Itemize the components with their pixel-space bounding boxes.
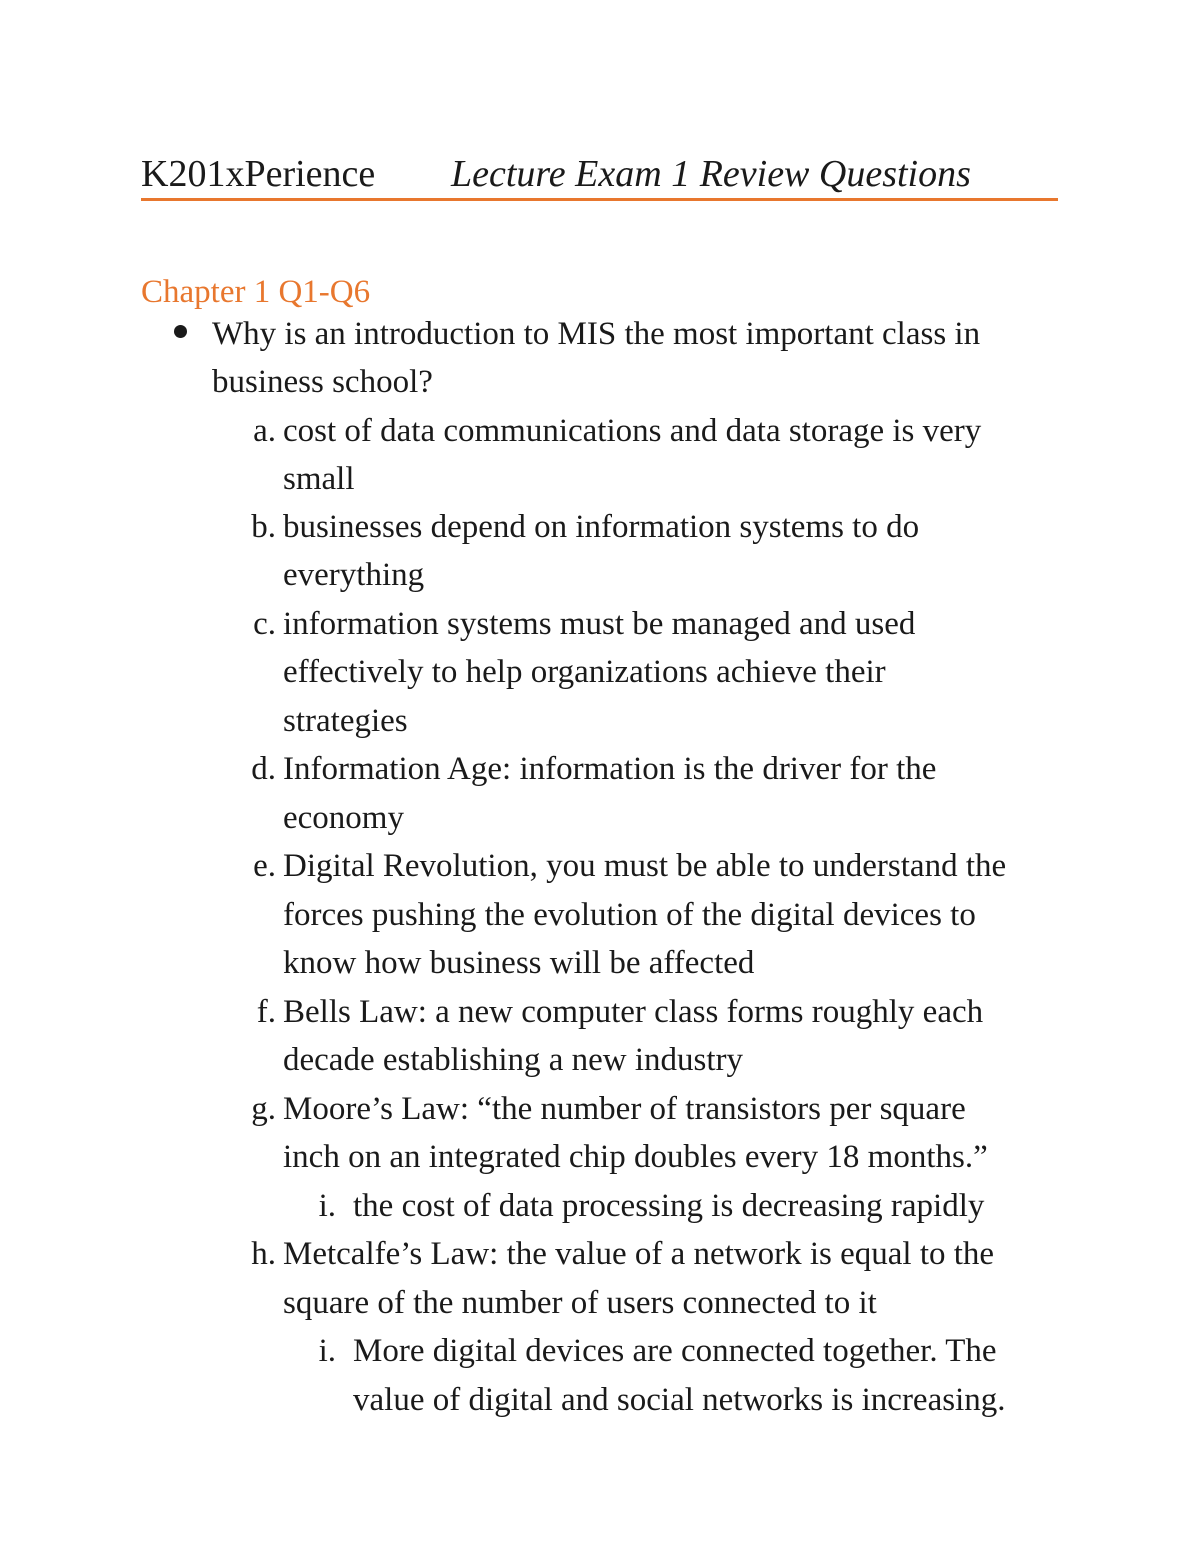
document-title: Lecture Exam 1 Review Questions bbox=[451, 153, 971, 195]
list-item-line: Metcalfe’s Law: the value of a network is equal to the bbox=[283, 1236, 995, 1272]
list-item-line: everything bbox=[283, 557, 425, 593]
list-marker: a. bbox=[253, 413, 276, 449]
sub-list-item-line: the cost of data processing is decreasing rapidly bbox=[353, 1188, 985, 1224]
sub-list-marker: i. bbox=[318, 1188, 336, 1224]
list-item-line: Digital Revolution, you must be able to understand the bbox=[283, 848, 1007, 884]
list-item-line: Bells Law: a new computer class forms roughly each bbox=[283, 994, 984, 1030]
bullet-icon bbox=[174, 325, 187, 338]
header-divider bbox=[141, 198, 1058, 201]
list-item-line: Information Age: information is the driver for the bbox=[283, 751, 937, 787]
list-item-line: cost of data communications and data storage is very bbox=[283, 413, 982, 449]
sub-list-marker: i. bbox=[318, 1333, 336, 1369]
list-marker: c. bbox=[253, 606, 276, 642]
list-item-line: know how business will be affected bbox=[283, 945, 755, 981]
list-item-line: inch on an integrated chip doubles every 18 months.” bbox=[283, 1139, 988, 1175]
list-item-line: square of the number of users connected to it bbox=[283, 1285, 877, 1321]
list-marker: d. bbox=[251, 751, 276, 787]
chapter-heading: Chapter 1 Q1-Q6 bbox=[141, 274, 371, 310]
list-item-line: decade establishing a new industry bbox=[283, 1042, 744, 1078]
list-item-line: businesses depend on information systems to do bbox=[283, 509, 920, 545]
list-marker: b. bbox=[251, 509, 276, 545]
list-item-line: information systems must be managed and used bbox=[283, 606, 916, 642]
list-marker: h. bbox=[251, 1236, 276, 1272]
list-item-line: economy bbox=[283, 800, 404, 836]
sub-list-item-line: value of digital and social networks is increasing. bbox=[353, 1382, 1006, 1418]
list-marker: e. bbox=[253, 848, 276, 884]
list-marker: f. bbox=[256, 994, 276, 1030]
question-line: Why is an introduction to MIS the most important class in bbox=[212, 316, 981, 352]
list-item-line: effectively to help organizations achieve their bbox=[283, 654, 886, 690]
list-marker: g. bbox=[251, 1091, 276, 1127]
question-line: business school? bbox=[212, 364, 433, 400]
list-item-line: small bbox=[283, 461, 355, 497]
page-header bbox=[141, 150, 1058, 198]
sub-list-item-line: More digital devices are connected together. The bbox=[353, 1333, 997, 1369]
list-item-line: forces pushing the evolution of the digital devices to bbox=[283, 897, 976, 933]
course-name: K201xPerience bbox=[141, 153, 376, 195]
list-item-line: Moore’s Law: “the number of transistors per square bbox=[283, 1091, 966, 1127]
list-item-line: strategies bbox=[283, 703, 408, 739]
